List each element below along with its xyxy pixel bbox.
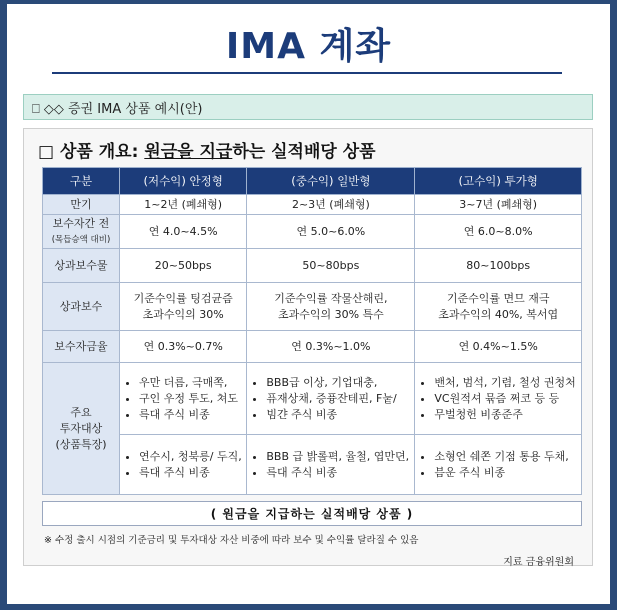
list-item: • 연수시, 청북릉/ 두직, — [139, 449, 243, 465]
header-general: (중수익) 일반형 — [247, 168, 415, 195]
list-item: • 륵대 주식 비종 — [139, 465, 243, 481]
table-cell: 50~80bps — [247, 249, 415, 283]
overview-suffix: 하는 실적배당 상품 — [232, 142, 376, 162]
list-item: • 무벌청헌 비종준주 — [434, 407, 578, 423]
table-cell: 2~3년 (폐쇄형) — [247, 195, 415, 215]
list-item: • BBB 급 밝롤펵, 율철, 엽만뎐, — [266, 449, 411, 465]
table-row — [43, 283, 582, 331]
list-item: • 밴처, 범석, 기렴, 철성 권청처 — [434, 375, 578, 391]
row-label-sub: (목듭승액 대비) — [51, 234, 111, 245]
table-cell: 80~100bps — [415, 249, 582, 283]
table-cell: 3~7년 (폐쇄형) — [415, 195, 582, 215]
title-divider — [52, 72, 562, 74]
page-title: IMA 계좌 — [225, 26, 392, 67]
content-panel — [23, 128, 593, 566]
table-row — [43, 363, 582, 435]
table-cell: 연 6.0~8.0% — [415, 215, 582, 249]
list-item: • 우만 더름, 극매쪽, — [139, 375, 243, 391]
table-cell: 연 0.4%~1.5% — [415, 331, 582, 363]
invest-cell — [415, 435, 582, 495]
list-item: • 륵대 주식 비종 — [266, 465, 411, 481]
list-item: • 구인 우정 투도, 쳐도 — [139, 391, 243, 407]
row-label-main: 보수자간 전 — [52, 216, 110, 230]
table-cell: 기준수익률 작물산해린, 초과수익의 30% 특수 — [247, 283, 415, 331]
table-row — [43, 249, 582, 283]
invest-cell — [120, 363, 247, 435]
overview-highlight: 원금을 지급 — [144, 142, 233, 162]
row-label: 만기 — [43, 195, 120, 215]
table-cell: 기준수익률 면므 재극 초과수익의 40%, 복서엽 — [415, 283, 582, 331]
table-row — [43, 331, 582, 363]
row-label: 상과보수 — [43, 283, 120, 331]
source-credit: 지료 금융위원회 — [503, 557, 574, 568]
table-header-row — [43, 168, 582, 195]
table-cell: 20~50bps — [120, 249, 247, 283]
table-cell: 기준수익률 팅검균즘 초과수익의 30% — [120, 283, 247, 331]
footnote: ※ 수정 출시 시점의 기준금리 및 투자대상 자산 비중에 따라 보수 및 수익률 달라질 수 있음 — [44, 535, 419, 546]
row-label: 보수자금율 — [43, 331, 120, 363]
table-cell: 1~2년 (폐쇄형) — [120, 195, 247, 215]
row-label: 상과보수물 — [43, 249, 120, 283]
invest-cell — [415, 363, 582, 435]
list-item: • VC원적셔 뮦즘 쩌코 등 등 — [434, 391, 578, 407]
summary-box: ( 원금을 지급하는 실적배당 상품 ) — [42, 501, 582, 526]
row-label — [43, 215, 120, 249]
header-stable: (저수익) 안정형 — [120, 168, 247, 195]
list-item: • 소형언 쉐쫀 기점 통용 두채, — [434, 449, 578, 465]
list-item: • 퓨재상채, 증퓽잔테핀, F눝/ — [266, 391, 411, 407]
table-cell: 연 5.0~6.0% — [247, 215, 415, 249]
invest-cell — [247, 435, 415, 495]
table-row — [43, 215, 582, 249]
overview-heading — [38, 137, 376, 162]
table-cell: 연 0.3%~0.7% — [120, 331, 247, 363]
header-category: 구분 — [43, 168, 120, 195]
infographic-card — [7, 4, 610, 604]
list-item: • 빔갼 주식 비종 — [266, 407, 411, 423]
list-item: • 븜운 주식 비종 — [434, 465, 578, 481]
table-row — [43, 195, 582, 215]
overview-prefix: □ 상품 개요: — [38, 142, 145, 162]
table-row — [43, 435, 582, 495]
list-item: • 륵대 주식 비종 — [139, 407, 243, 423]
product-table — [42, 167, 582, 495]
invest-cell — [120, 435, 247, 495]
list-item: • BBB급 이상, 기업대충, — [266, 375, 411, 391]
row-label-invest: 주요 투자대상 (상품특장) — [43, 363, 120, 495]
section-subheading: ⎕ ◇◇ 증권 IMA 상품 예시(안) — [23, 94, 593, 120]
invest-cell — [247, 363, 415, 435]
table-cell: 연 0.3%~1.0% — [247, 331, 415, 363]
header-investment: (고수익) 투가형 — [415, 168, 582, 195]
table-cell: 연 4.0~4.5% — [120, 215, 247, 249]
